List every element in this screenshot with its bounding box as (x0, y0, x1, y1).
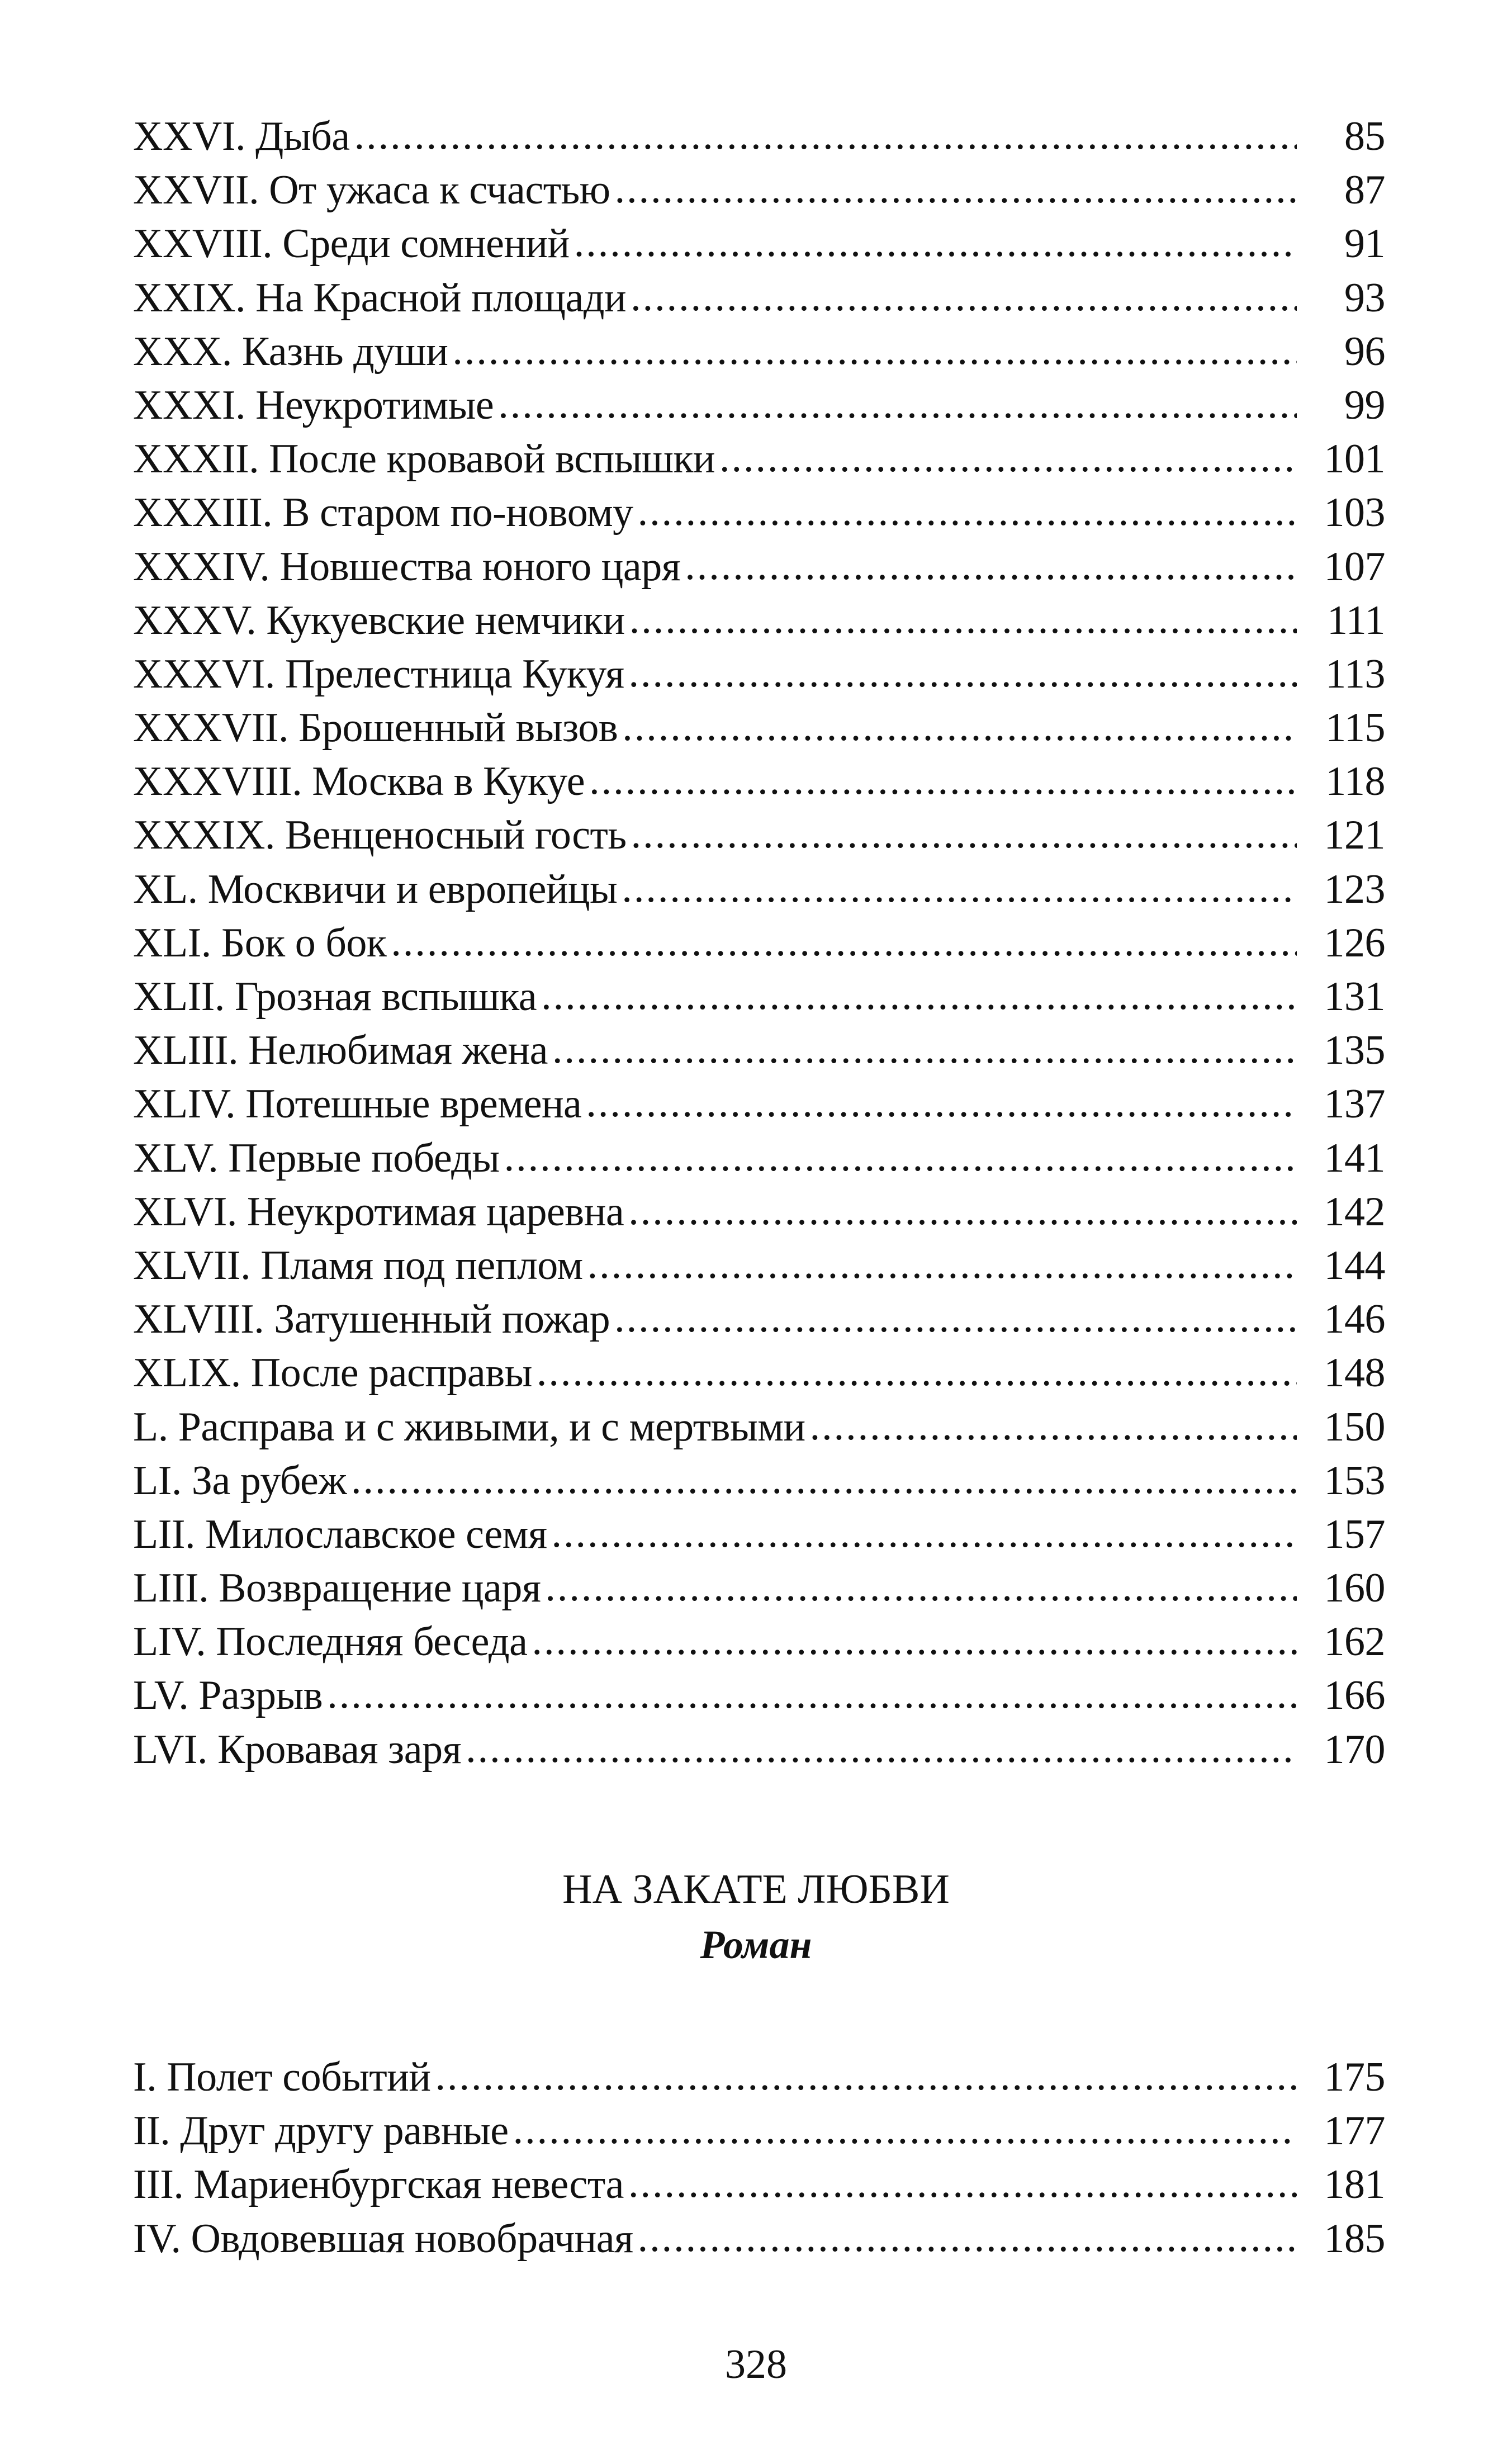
toc-entry (133, 1346, 1385, 1400)
toc-entry-title: XLIX. После расправы (133, 1350, 532, 1396)
toc-entry-page: 157 (1324, 1511, 1385, 1557)
toc-entry-page: 118 (1325, 759, 1385, 805)
toc-entry-title: XXX. Казнь души (133, 328, 448, 375)
toc-entry-page: 170 (1324, 1726, 1385, 1773)
dot-leader (622, 861, 1297, 915)
dot-leader (631, 270, 1297, 324)
toc-entry (133, 1185, 1385, 1239)
toc-entry (133, 755, 1385, 808)
toc-entry-title: LII. Милославское семя (133, 1511, 547, 1557)
dot-leader (504, 1130, 1297, 1184)
toc-entry-page: 85 (1344, 113, 1385, 159)
toc-entry (133, 1454, 1385, 1508)
toc-entry (133, 1561, 1385, 1615)
toc-entry-page: 153 (1324, 1457, 1385, 1504)
dot-leader (615, 162, 1297, 216)
toc-entry-title: L. Расправа и с живыми, и с мертвыми (133, 1404, 805, 1450)
toc-entry-page: 113 (1325, 651, 1385, 697)
dot-leader (391, 915, 1297, 969)
toc-entry-page: 87 (1344, 167, 1385, 214)
toc-entry-title: LI. За рубеж (133, 1457, 347, 1504)
dot-leader (541, 969, 1297, 1022)
dot-leader (498, 377, 1297, 431)
toc-entry (133, 2212, 1385, 2266)
toc-entry (133, 647, 1385, 701)
toc-entry (133, 2050, 1385, 2104)
dot-leader (622, 700, 1297, 754)
dot-leader (631, 807, 1297, 861)
toc-entry-title: XL. Москвичи и европейцы (133, 866, 618, 912)
toc-entry-title: XXXIV. Новшества юного царя (133, 543, 681, 590)
toc-entry-title: XXXI. Неукротимые (133, 382, 494, 428)
dot-leader (532, 1614, 1297, 1667)
toc-entry-page: 135 (1324, 1027, 1385, 1074)
toc-entry (133, 432, 1385, 486)
toc-entry (133, 163, 1385, 217)
page-number: 328 (725, 2342, 787, 2387)
dot-leader (545, 1560, 1297, 1614)
dot-leader (628, 1184, 1297, 1238)
toc-entry (133, 1508, 1385, 1561)
toc-entry-title: XLII. Грозная вспышка (133, 974, 537, 1020)
toc-entry (133, 1723, 1385, 1776)
toc-entry-page: 185 (1324, 2215, 1385, 2262)
dot-leader (586, 1076, 1297, 1130)
toc-entry (133, 1292, 1385, 1346)
toc-entry-title: XXXVI. Прелестница Кукуя (133, 651, 624, 697)
dot-leader (629, 646, 1297, 700)
dot-leader (638, 2211, 1297, 2264)
toc-entry-title: XLIII. Нелюбимая жена (133, 1027, 548, 1074)
toc-entry-page: 142 (1324, 1188, 1385, 1235)
toc-entry-page: 175 (1324, 2054, 1385, 2100)
toc-entry (133, 916, 1385, 970)
toc-entry-title: IV. Овдовевшая новобрачная (133, 2215, 633, 2262)
dot-leader (589, 754, 1297, 807)
toc-entry-title: I. Полет событий (133, 2054, 431, 2100)
section-title: НА ЗАКАТЕ ЛЮБВИ (562, 1866, 950, 1912)
toc-entry-page: 115 (1325, 705, 1385, 751)
toc-entry-title: LIV. Последняя беседа (133, 1619, 528, 1665)
toc-entry (133, 1239, 1385, 1292)
dot-leader (574, 216, 1297, 269)
dot-leader (552, 1506, 1297, 1560)
toc-entry (133, 378, 1385, 432)
toc-entry (133, 970, 1385, 1023)
toc-entry-title: XXXVIII. Москва в Кукуе (133, 759, 585, 805)
toc-entry-page: 107 (1324, 543, 1385, 590)
toc-entry (133, 1615, 1385, 1669)
toc-entry-page: 148 (1324, 1350, 1385, 1396)
dot-leader (435, 2049, 1297, 2103)
toc-entry (133, 2158, 1385, 2211)
toc-entry-title: XXIX. На Красной площади (133, 274, 627, 321)
toc-entry-page: 126 (1324, 920, 1385, 966)
toc-entry-page: 99 (1344, 382, 1385, 428)
table-of-contents-part-2 (133, 2050, 1385, 2266)
dot-leader (587, 1238, 1297, 1291)
section-subtitle: Роман (700, 1922, 812, 1967)
toc-entry (133, 1400, 1385, 1454)
dot-leader (629, 593, 1297, 646)
toc-entry (133, 594, 1385, 647)
dot-leader (719, 431, 1297, 485)
toc-entry (133, 1077, 1385, 1131)
toc-entry (133, 863, 1385, 916)
toc-entry-title: XLVII. Пламя под пеплом (133, 1242, 583, 1288)
dot-leader (466, 1722, 1297, 1775)
toc-entry-title: XXXIII. В старом по-новому (133, 490, 633, 536)
toc-entry-title: XXXVII. Брошенный вызов (133, 705, 618, 751)
toc-entry (133, 701, 1385, 755)
toc-entry (133, 271, 1385, 325)
toc-entry (133, 808, 1385, 862)
toc-entry (133, 1131, 1385, 1185)
toc-entry-page: 146 (1324, 1296, 1385, 1343)
toc-entry-title: XLI. Бок о бок (133, 920, 387, 966)
dot-leader (685, 539, 1297, 593)
dot-leader (614, 1291, 1297, 1345)
toc-entry-page: 162 (1324, 1619, 1385, 1665)
dot-leader (452, 324, 1297, 377)
toc-entry (133, 1669, 1385, 1722)
table-of-contents-part-1 (133, 110, 1385, 1776)
toc-entry-title: XXXIX. Венценосный гость (133, 812, 627, 859)
toc-entry-title: XXVI. Дыба (133, 113, 350, 159)
toc-entry-page: 150 (1324, 1404, 1385, 1450)
toc-entry-title: XXXII. После кровавой вспышки (133, 436, 715, 482)
dot-leader (638, 485, 1297, 538)
toc-entry-page: 181 (1324, 2162, 1385, 2208)
toc-entry-title: XXVII. От ужаса к счастью (133, 167, 610, 214)
toc-entry (133, 486, 1385, 539)
toc-entry-title: XLIV. Потешные времена (133, 1081, 582, 1127)
toc-entry-page: 96 (1344, 328, 1385, 375)
toc-entry-page: 137 (1324, 1081, 1385, 1127)
dot-leader (628, 2157, 1297, 2210)
toc-entry-title: XXXV. Кукуевские немчики (133, 597, 625, 643)
toc-entry-page: 93 (1344, 274, 1385, 321)
toc-entry-page: 91 (1344, 221, 1385, 267)
toc-entry-title: III. Мариенбургская невеста (133, 2162, 624, 2208)
toc-entry-page: 111 (1326, 597, 1385, 643)
toc-entry-title: XLVIII. Затушенный пожар (133, 1296, 610, 1343)
dot-leader (351, 1453, 1297, 1506)
toc-entry (133, 1023, 1385, 1077)
toc-entry (133, 2104, 1385, 2158)
toc-entry-title: LVI. Кровавая заря (133, 1726, 462, 1773)
dot-leader (537, 1345, 1297, 1399)
toc-entry (133, 540, 1385, 594)
toc-entry-page: 166 (1324, 1672, 1385, 1719)
toc-entry-page: 101 (1324, 436, 1385, 482)
toc-entry-title: LIII. Возвращение царя (133, 1565, 541, 1612)
toc-entry-title: XLV. Первые победы (133, 1135, 500, 1181)
toc-entry-title: XLVI. Неукротимая царевна (133, 1188, 624, 1235)
toc-entry-page: 123 (1324, 866, 1385, 912)
dot-leader (354, 108, 1297, 162)
dot-leader (327, 1667, 1297, 1721)
toc-entry-page: 177 (1324, 2108, 1385, 2154)
toc-entry-page: 103 (1324, 490, 1385, 536)
toc-entry-page: 160 (1324, 1565, 1385, 1612)
dot-leader (513, 2103, 1297, 2157)
toc-entry-title: II. Друг другу равные (133, 2108, 509, 2154)
toc-entry-page: 131 (1324, 974, 1385, 1020)
toc-entry-title: XXVIII. Среди сомнений (133, 221, 570, 267)
dot-leader (810, 1399, 1297, 1453)
toc-entry (133, 110, 1385, 163)
toc-entry-title: LV. Разрыв (133, 1672, 323, 1719)
toc-entry (133, 217, 1385, 271)
toc-entry-page: 141 (1324, 1135, 1385, 1181)
toc-entry-page: 144 (1324, 1242, 1385, 1288)
toc-entry (133, 325, 1385, 378)
dot-leader (552, 1022, 1297, 1076)
toc-entry-page: 121 (1324, 812, 1385, 859)
